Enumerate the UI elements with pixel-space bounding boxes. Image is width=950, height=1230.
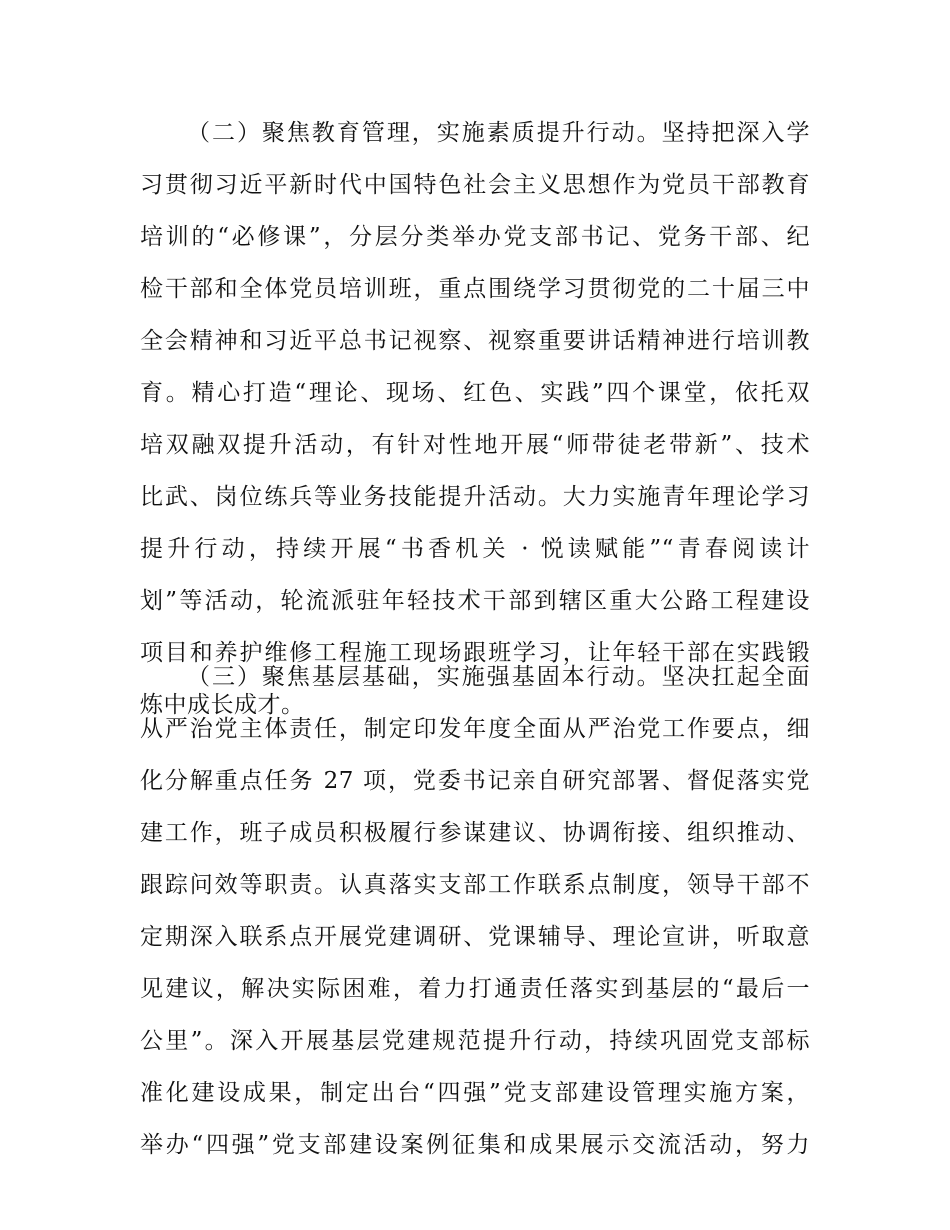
paragraph-line: 提升行动，持续开展“书香机关 · 悦读赋能”“青春阅读计 bbox=[140, 536, 810, 562]
paragraph-line: 化分解重点任务 27 项，党委书记亲自研究部署、督促落实党 bbox=[140, 768, 810, 794]
paragraph-line: （二）聚焦教育管理，实施素质提升行动。坚持把深入学 bbox=[187, 120, 810, 146]
paragraph-line: 比武、岗位练兵等业务技能提升活动。大力实施青年理论学习 bbox=[140, 484, 810, 510]
paragraph-line: 准化建设成果，制定出台“四强”党支部建设管理实施方案， bbox=[140, 1080, 810, 1106]
paragraph-line: （三）聚焦基层基础，实施强基固本行动。坚决扛起全面 bbox=[187, 664, 810, 690]
paragraph-line: 检干部和全体党员培训班，重点围绕学习贯彻党的二十届三中 bbox=[140, 276, 810, 302]
paragraph-line: 习贯彻习近平新时代中国特色社会主义思想作为党员干部教育 bbox=[140, 172, 810, 198]
paragraph-line: 见建议，解决实际困难，着力打通责任落实到基层的“最后一 bbox=[140, 976, 810, 1002]
paragraph-line: 从严治党主体责任，制定印发年度全面从严治党工作要点，细 bbox=[140, 716, 810, 742]
paragraph-line: 划”等活动，轮流派驻年轻技术干部到辖区重大公路工程建设 bbox=[140, 588, 810, 614]
paragraph-line: 培训的“必修课”，分层分类举办党支部书记、党务干部、纪 bbox=[140, 224, 810, 250]
paragraph-line: 定期深入联系点开展党建调研、党课辅导、理论宣讲，听取意 bbox=[140, 924, 810, 950]
paragraph-line: 炼中成长成才。 bbox=[140, 692, 305, 718]
paragraph-line: 公里”。深入开展基层党建规范提升行动，持续巩固党支部标 bbox=[140, 1028, 810, 1054]
paragraph-line: 项目和养护维修工程施工现场跟班学习，让年轻干部在实践锻 bbox=[140, 640, 810, 666]
paragraph-line: 培双融双提升活动，有针对性地开展“师带徒老带新”、技术 bbox=[140, 432, 810, 458]
paragraph-line: 举办“四强”党支部建设案例征集和成果展示交流活动，努力 bbox=[140, 1132, 810, 1158]
paragraph-line: 建工作，班子成员积极履行参谋建议、协调衔接、组织推动、 bbox=[140, 820, 810, 846]
paragraph-line: 育。精心打造“理论、现场、红色、实践”四个课堂，依托双 bbox=[140, 380, 810, 406]
paragraph-line: 跟踪问效等职责。认真落实支部工作联系点制度，领导干部不 bbox=[140, 872, 810, 898]
paragraph-line: 全会精神和习近平总书记视察、视察重要讲话精神进行培训教 bbox=[140, 328, 810, 354]
